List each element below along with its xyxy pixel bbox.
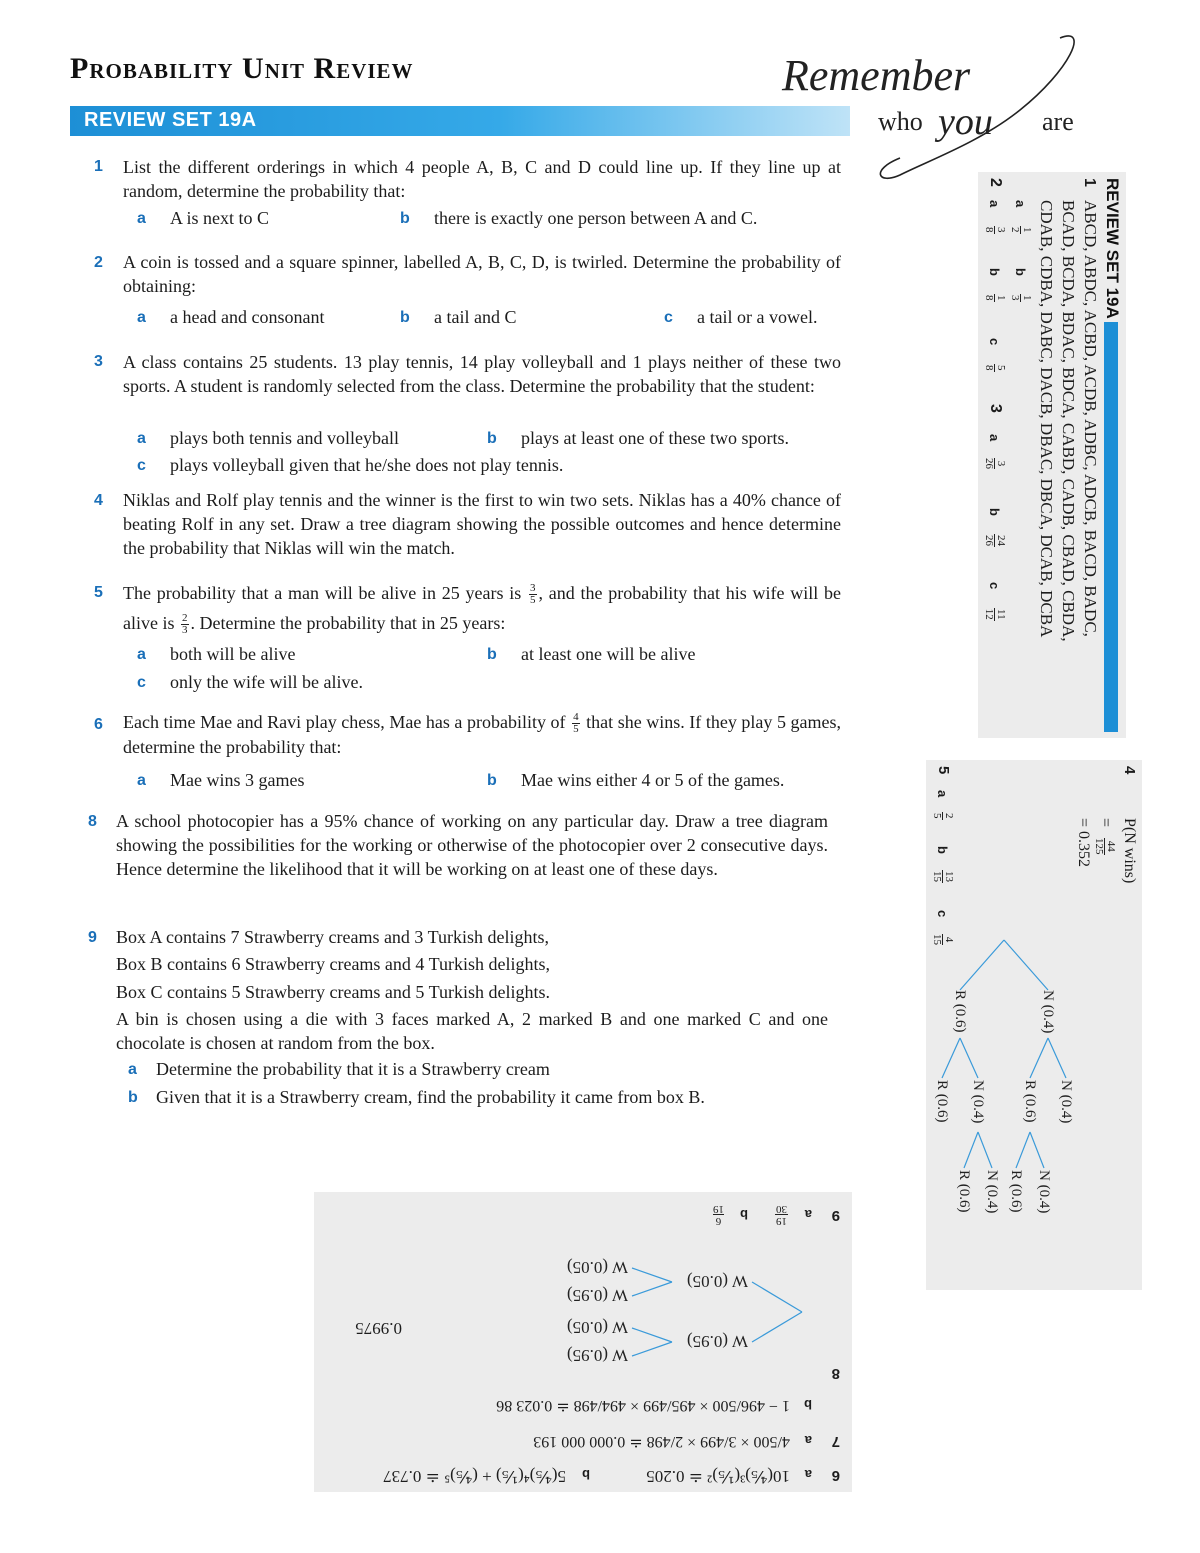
q1-part-a: A is next to C [170,208,270,228]
q3-part-b-label: b [487,430,497,447]
q1-part-b-label: b [400,210,410,227]
q3-part-c-label: c [137,457,146,474]
answer-6a-label: a [804,1467,812,1482]
answer-7b: 1 − 496/500 × 495/499 × 494/498 ≐ 0.023 86 [496,1397,790,1414]
q6-part-a: Mae wins 3 games [170,770,305,790]
answer-5-number: 5 [935,766,952,775]
answer-7a: 4/500 × 3/499 × 2/498 ≐ 0.000 000 193 [533,1433,790,1450]
tree-node-nn: N (0.4) [1058,1080,1074,1124]
answer-4-number: 4 [1121,766,1138,775]
answer-2a-label: a [987,200,1002,208]
answer-5a-label: a [935,790,950,798]
tree-node-rn: N (0.4) [970,1080,986,1124]
q5-part-b: at least one will be alive [521,644,696,664]
answer-4-result: = 0.352 [1075,818,1092,868]
q3-number: 3 [94,353,103,370]
q9-line-2: Box B contains 6 Strawberry creams and 4 Turkish delights, [116,954,550,974]
q9-line-1: Box A contains 7 Strawberry creams and 3 Turkish delights, [116,927,549,947]
answer-6b: 5(⅘)⁴(⅕) + (⅘)⁵ ≐ 0.737 [383,1467,566,1486]
answer-1-line-2: BCAD, BCDA, BDAC, BDCA, CABD, CADB, CBAD, CBDA, [1059,200,1078,642]
q3-part-b: plays at least one of these two sports. [521,428,789,448]
review-set-banner [70,106,850,136]
q2-part-a: a head and consonant [170,307,325,327]
q1-part-a-label: a [137,210,146,227]
q5-text-part2: , and the probability that his wife will be alive is [123,583,841,633]
q1-part-b: there is exactly one person between A and C. [434,208,758,228]
q5-number: 5 [94,584,103,601]
q9-line-4: A bin is chosen using a die with 3 faces marked A, 2 marked B and one marked C and one chocolate is chosen at random from the box. [116,1009,828,1053]
answer-4-fraction: 44 125 [1093,838,1117,855]
answer-8-number: 8 [831,1365,840,1382]
answer-6-number: 6 [831,1467,840,1484]
answer-1b-label: b [1013,268,1028,276]
answer-5c-label: c [935,910,950,918]
tree-node-r: R (0.6) [952,990,968,1033]
q2-text: A coin is tossed and a square spinner, labelled A, B, C, D, is twirled. Determine the probability of obtaining: [123,252,841,296]
q9-part-a: Determine the probability that it is a Strawberry cream [156,1059,550,1079]
answer-2c-label: c [987,338,1002,346]
answer-7-number: 7 [831,1433,840,1450]
answer-6a: 10(⅘)³(⅕)² ≐ 0.205 [646,1467,790,1486]
answer-9b-label: b [740,1207,748,1222]
brand-are: are [1042,107,1074,136]
tree-node-n: N (0.4) [1040,990,1056,1034]
q8-number: 8 [88,813,97,830]
answer-3c-label: c [987,582,1002,590]
answer-9b-fraction: 6 19 [713,1203,724,1227]
answer-7b-label: b [804,1397,812,1412]
photocopier-node-w2: W (0.05) [686,1272,748,1291]
answer-5c-fraction: 4 15 [931,934,955,945]
answers-panel-set-1-3 [978,172,1126,738]
review-set-label: REVIEW SET 19A [84,109,257,131]
q5-part-c-label: c [137,674,146,691]
answer-3a-fraction: 3 26 [983,458,1007,469]
brand-remember: Remember [782,51,971,100]
q5-part-b-label: b [487,646,497,663]
q6-text [123,710,841,759]
q6-part-b-label: b [487,772,497,789]
answer-2b-label: b [987,268,1002,276]
photocopier-node-w1: W (0.95) [686,1332,748,1351]
q6-number: 6 [94,716,103,733]
tree-node-nrr: R (0.6) [1008,1170,1024,1213]
q2-part-c: a tail or a vowel. [697,307,818,327]
answer-3c-fraction: 11 12 [983,608,1007,620]
answers-panel-rotated-content [978,172,1126,738]
answer-1-line-3: CDAB, CDBA, DABC, DACB, DBAC, DBCA, DCAB, DCBA [1037,200,1056,638]
q2-part-a-label: a [137,309,146,326]
answer-3b-fraction: 24 26 [983,535,1007,546]
answer-5a-fraction: 2 5 [931,813,955,819]
tree-node-rnn: N (0.4) [984,1170,1000,1214]
q4-number: 4 [94,492,103,509]
q9-part-a-label: a [128,1061,137,1078]
answer-9-number: 9 [831,1207,840,1224]
q9-line-3: Box C contains 5 Strawberry creams and 5 Turkish delights. [116,982,550,1002]
answer-5b-fraction: 13 15 [931,871,955,882]
q9-part-b: Given that it is a Strawberry cream, find the probability it came from box B. [156,1087,705,1107]
answer-3b-label: b [987,508,1002,516]
answer-5b-label: b [935,846,950,854]
q5-text [123,578,841,638]
tree-node-nrn: N (0.4) [1036,1170,1052,1214]
q9-number: 9 [88,929,97,946]
q2-part-b-label: b [400,309,410,326]
answer-2b-fraction: 1 8 [983,295,1007,301]
answers-heading-bar [1104,322,1118,732]
answer-1a-label: a [1013,200,1028,208]
q8-text: A school photocopier has a 95% chance of working on any particular day. Draw a tree diagram showing the possibilities for the working or otherwise of the photocopier over 2 consecutive days. Hence determine the likelihood that it will be working on at least one of these days. [116,811,828,879]
q6-text-part1: Each time Mae and Ravi play chess, Mae has a probability of [123,712,566,732]
answer-6b-label: b [582,1467,590,1482]
answer-1-line-1: ABCD, ABDC, ACBD, ACDB, ADBC, ADCB, BACD, BADC, [1081,200,1100,637]
q2-part-c-label: c [664,309,673,326]
q5-fraction-wife: $\frac{2}{3}$ [182,612,188,637]
photocopier-node-w22: W (0.05) [566,1258,628,1277]
answer-4-text: P(N wins) [1121,818,1138,884]
brand-who: who [878,107,923,136]
answers-tree-rotated-content [926,760,1142,1290]
answer-4-eq1: = [1097,818,1114,828]
answer-2-number: 2 [987,178,1004,187]
answers-bottom-rotated-content [314,1192,852,1492]
answer-2c-fraction: 5 8 [983,365,1007,371]
q1-number: 1 [94,158,103,175]
q5-part-c: only the wife will be alive. [170,672,363,692]
q5-part-a-label: a [137,646,146,663]
tree-node-nr: R (0.6) [1022,1080,1038,1123]
photocopier-node-w12: W (0.05) [566,1318,628,1337]
q3-text: A class contains 25 students. 13 play tennis, 14 play volleyball and 1 plays neither of these two sports. A student is randomly selected from the class. Determine the probability that the student: [123,352,841,396]
tree-node-rr: R (0.6) [934,1080,950,1123]
q3-part-a-label: a [137,430,146,447]
tree-node-rnr: R (0.6) [956,1170,972,1213]
answer-1-number: 1 [1081,178,1098,187]
photocopier-node-w21: W (0.95) [566,1286,628,1305]
q3-part-a: plays both tennis and volleyball [170,428,399,448]
q3-part-c: plays volleyball given that he/she does not play tennis. [170,455,564,475]
answer-1a-fraction: 1 2 [1009,227,1033,233]
page-title: Probability Unit Review [70,52,414,85]
answer-9a-fraction: 19 30 [776,1203,787,1227]
q2-number: 2 [94,254,103,271]
answer-7a-label: a [804,1433,812,1448]
answers-heading: REVIEW SET 19A [1103,178,1122,319]
answer-8-tree-diagram [462,1250,822,1380]
q4-text: Niklas and Rolf play tennis and the winner is the first to win two sets. Niklas has a 40% chance of beating Rolf in any set. Draw a tree diagram showing the possible outcomes and hence determine the probability that Niklas will win the match. [123,490,841,558]
q5-text-part1: The probability that a man will be alive in 25 years is [123,583,522,603]
answer-2a-fraction: 3 8 [983,227,1007,233]
q9-part-b-label: b [128,1089,138,1106]
brand-you: you [938,101,993,143]
q2-part-b: a tail and C [434,307,517,327]
answers-panel-tree [926,760,1142,1290]
photocopier-node-w11: W (0.95) [566,1346,628,1365]
answers-panel-bottom [314,1192,852,1492]
answer-3a-label: a [987,434,1002,442]
q6-fraction: $\frac{4}{5}$ [573,711,579,736]
answer-9a-label: a [804,1207,812,1222]
q5-fraction-man: $\frac{3}{5}$ [530,582,536,607]
answer-4-tree-diagram [926,930,1082,1290]
answer-8-result: 0.9975 [355,1319,402,1338]
q6-part-b: Mae wins either 4 or 5 of the games. [521,770,785,790]
q5-text-part3: . Determine the probability that in 25 years: [190,613,506,633]
q5-part-a: both will be alive [170,644,296,664]
answer-3-number: 3 [987,404,1004,413]
q6-text-part2: that she wins. If they play 5 games, determine the probability that: [123,712,841,758]
answer-1b-fraction: 1 3 [1009,295,1033,301]
q1-text: List the different orderings in which 4 people A, B, C and D could line up. If they line up at random, determine the probability that: [123,157,841,201]
q6-part-a-label: a [137,772,146,789]
